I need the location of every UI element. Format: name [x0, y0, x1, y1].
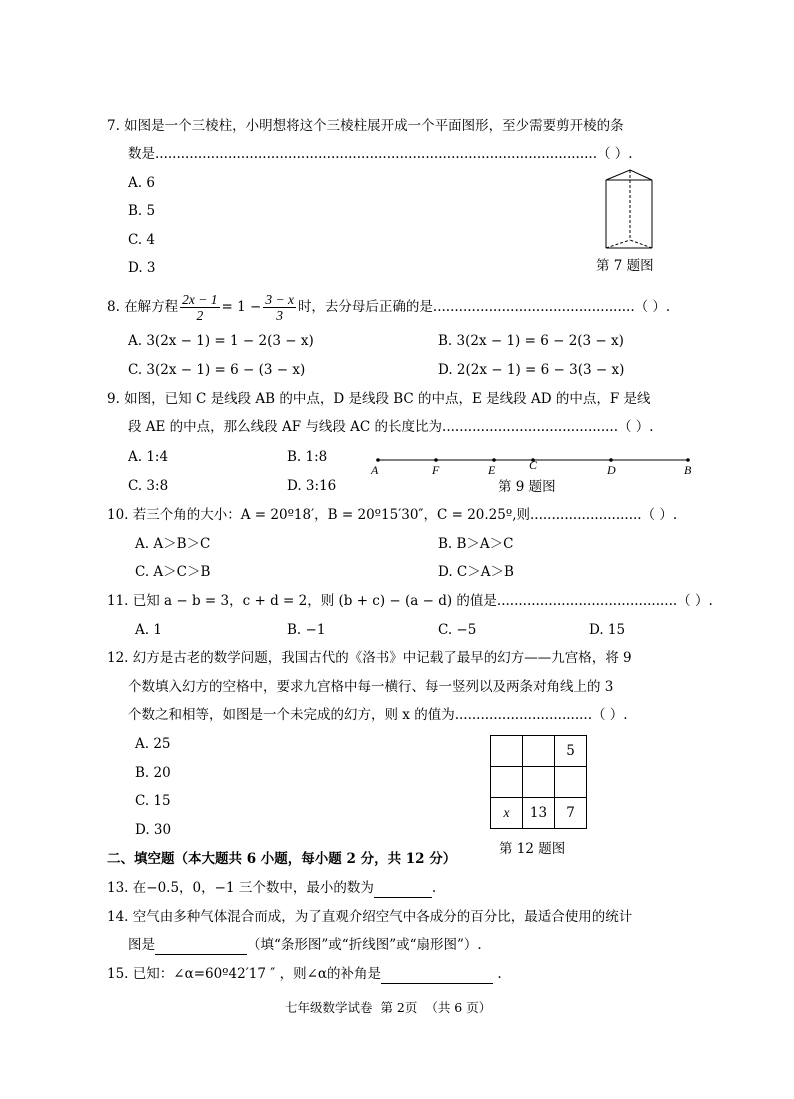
q12-line2: 个数填入幻方的空格中，要求九宫格中每一横行、每一竖列以及两条对角线上的 3	[128, 679, 614, 695]
grid-cell: 5	[555, 736, 587, 767]
q7-caption: 第 7 题图	[596, 258, 654, 274]
q7-option-a: A. 6	[128, 175, 155, 191]
q9-point-a: A	[371, 463, 379, 476]
q9-caption: 第 9 题图	[498, 479, 556, 495]
q8-mid: = 1 −	[221, 299, 262, 315]
q9-option-a: A. 1:4	[128, 449, 169, 465]
q9-point-c: C	[529, 458, 538, 472]
q9-option-b: B. 1:8	[287, 449, 328, 465]
q11-option-c: C. −5	[438, 622, 477, 638]
grid-cell: 13	[523, 798, 555, 829]
q8-fraction-2	[263, 292, 296, 323]
q10-option-d: D. C＞A＞B	[438, 564, 514, 580]
q10-option-a: A. A＞B＞C	[135, 536, 211, 552]
q14-line1: 14. 空气由多种气体混合而成，为了直观介绍空气中各成分的百分比，最适合使用的统计	[107, 909, 633, 925]
q8-prefix: 8. 在解方程	[107, 299, 179, 315]
grid-cell	[491, 736, 523, 767]
q15-end: .	[497, 966, 502, 982]
magic-square-grid	[490, 735, 587, 829]
q12-line3: 个数之和相等，如图是一个未完成的幻方，则 x 的值为................................（ ）.	[128, 707, 628, 723]
q8-frac2-num: 3 − x	[265, 292, 294, 307]
q9-point-e: E	[488, 463, 496, 476]
q13-text: 13. 在−0.5，0，−1 三个数中，最小的数为	[107, 880, 374, 896]
q12-line1: 12. 幻方是古老的数学问题，我国古代的《洛书》中记载了最早的幻方——九宫格，将 9	[107, 650, 632, 666]
section-2-heading: 二、填空题（本大题共 6 小题，每小题 2 分，共 12 分）	[107, 851, 457, 867]
q8-option-c: C. 3(2x − 1) = 6 − (3 − x)	[128, 362, 306, 378]
grid-cell-x: x	[491, 798, 523, 829]
q12-option-d: D. 30	[135, 822, 172, 838]
q14-prefix: 图是	[128, 937, 155, 953]
q15-answer-blank[interactable]	[381, 965, 493, 984]
q7-option-d: D. 3	[128, 260, 156, 276]
q9-option-c: C. 3:8	[128, 478, 169, 494]
q8-frac2-den: 3	[276, 308, 283, 323]
q8-frac1-den: 2	[196, 308, 204, 323]
q10-line: 10. 若三个角的大小：A = 20º18′，B = 20º15′30″，C = 20.25º,则..........................（ ）.	[107, 507, 678, 523]
grid-cell	[523, 736, 555, 767]
q12-option-a: A. 25	[135, 736, 171, 752]
q8-fraction-1	[180, 292, 219, 323]
q7-line1: 7. 如图是一个三棱柱，小明想将这个三棱柱展开成一个平面图形，至少需要剪开棱的条	[107, 118, 624, 134]
q12-option-c: C. 15	[135, 793, 171, 809]
q13-answer-blank[interactable]	[374, 879, 432, 898]
grid-cell	[491, 767, 523, 798]
q11-option-a: A. 1	[135, 622, 162, 638]
q8-option-b: B. 3(2x − 1) = 6 − 2(3 − x)	[438, 333, 624, 349]
q12-caption: 第 12 题图	[499, 841, 566, 857]
q8-frac1-num: 2x − 1	[182, 292, 218, 307]
q9-point-b: B	[684, 463, 692, 476]
q13-end: .	[431, 880, 437, 896]
grid-cell	[555, 767, 587, 798]
page-footer: 七年级数学试卷 第 2页 （共 6 页）	[285, 1000, 492, 1015]
q9-line1: 9. 如图，已知 C 是线段 AB 的中点，D 是线段 BC 的中点，E 是线段 AD 的中点，F 是线	[107, 391, 651, 407]
q14-answer-blank[interactable]	[155, 936, 247, 955]
q10-option-b: B. B＞A＞C	[438, 536, 514, 552]
q9-line2: 段 AE 的中点，那么线段 AF 与线段 AC 的长度比为.........................................（ ）.	[128, 419, 654, 435]
q8-stem	[107, 289, 670, 325]
q15-text: 15. 已知：∠α=60º42′17 ″ ，则∠α的补角是	[107, 966, 382, 982]
q7-line2: 数是.......................................................................................................（ ）.	[128, 146, 633, 162]
grid-cell	[523, 767, 555, 798]
q10-option-c: C. A＞C＞B	[135, 564, 211, 580]
q9-point-d: D	[607, 463, 616, 476]
q14-suffix: （填“条形图”或“折线图”或“扇形图”）.	[247, 937, 482, 953]
q8-option-a: A. 3(2x − 1) = 1 − 2(3 − x)	[128, 333, 314, 349]
q7-prism-figure	[602, 168, 660, 256]
q14-line2	[128, 936, 482, 955]
q8-suffix: 时，去分母后正确的是...............................................（ ）.	[297, 299, 671, 315]
q9-option-d: D. 3:16	[287, 478, 337, 494]
q8-option-d: D. 2(2x − 1) = 6 − 3(3 − x)	[438, 362, 625, 378]
q9-segment-figure	[368, 452, 698, 476]
q13	[107, 879, 436, 898]
q12-option-b: B. 20	[135, 765, 171, 781]
q11-option-b: B. −1	[287, 622, 326, 638]
q11-line: 11. 已知 a − b = 3，c + d = 2，则 (b + c) − (a − d) 的值是..........................................（ ）.	[107, 593, 713, 609]
q7-option-c: C. 4	[128, 232, 156, 248]
grid-cell: 7	[555, 798, 587, 829]
q11-option-d: D. 15	[589, 622, 626, 638]
q9-point-f: F	[432, 463, 440, 476]
q7-option-b: B. 5	[128, 203, 156, 219]
q15	[107, 965, 502, 984]
